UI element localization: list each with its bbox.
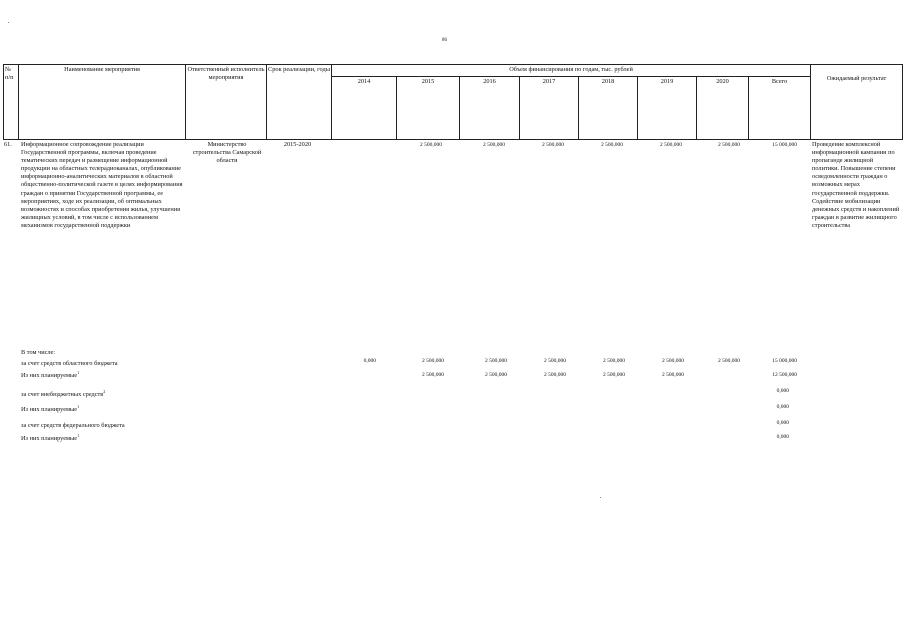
breakdown-value: 2 500,000 bbox=[662, 372, 684, 378]
breakdown-value: 0,000 bbox=[363, 358, 376, 364]
row-value-2015: 2 500,000 bbox=[420, 142, 442, 148]
breakdown-row-label: Из них планируемые$^1$ bbox=[21, 404, 80, 414]
breakdown-value-total: 0,000 bbox=[776, 404, 789, 410]
header-year: 2015 bbox=[397, 77, 460, 140]
scan-speck bbox=[600, 497, 601, 498]
row-number: 61. bbox=[4, 141, 12, 148]
breakdown-row-label: за счет средств федерального бюджета bbox=[21, 422, 125, 430]
header-year: 2016 bbox=[460, 77, 520, 140]
breakdown-value: 2 500,000 bbox=[422, 358, 444, 364]
breakdown-value-total: 0,000 bbox=[776, 420, 789, 426]
header-year: 2018 bbox=[579, 77, 638, 140]
breakdown-row-label: Из них планируемые$^1$ bbox=[21, 433, 80, 443]
breakdown-row-label: за счет внебюджетных средств$^2$ bbox=[21, 389, 106, 399]
breakdown-value: 2 500,000 bbox=[485, 372, 507, 378]
breakdown-row-label: Из них планируемые$^1$ bbox=[21, 370, 80, 380]
header-year: 2020 bbox=[697, 77, 749, 140]
row-name: Информационное сопровождение реализации Государственной программы, включая проведение тематических передач и размещение информационной продукции на областных телерадиоканалах, опубликование информационно-аналитических материалов в областной общественно-политической газете в целях информирования граждан о принятии Государственной программы, ее мероприятиях, ходе их реализации, об оптимальных возможностях и способах приобретения жилья, улучшения жилищных условий, в том числе с использованием механизмов государственной поддержки bbox=[21, 141, 183, 229]
row-value-total: 15 000,000 bbox=[772, 142, 797, 148]
breakdown-value: 2 500,000 bbox=[718, 358, 740, 364]
header-executor: Ответственный исполнитель мероприятия bbox=[186, 65, 267, 140]
header-financing: Объем финансирования по годам, тыс. рублей bbox=[332, 65, 811, 77]
row-value-2020: 2 500,000 bbox=[718, 142, 740, 148]
header-term: Срок реализации, годы bbox=[267, 65, 332, 140]
row-value-2019: 2 500,000 bbox=[660, 142, 682, 148]
row-executor: Министерство строительства Самарской области bbox=[192, 141, 262, 165]
row-result: Проведение комплексной информационной кампании по пропаганде жилищной политики. Повышение степени осведомленности граждан о возможных мерах государственной поддержки. Содействие мобилизации денежных средств и накоплений граждан в развитие жилищного строительства bbox=[812, 141, 900, 229]
breakdown-value: 2 500,000 bbox=[544, 358, 566, 364]
breakdown-label: В том числе: bbox=[21, 349, 56, 356]
breakdown-row-label: за счет средств областного бюджета bbox=[21, 360, 118, 368]
header-result: Ожидаемый результат bbox=[811, 65, 903, 140]
header-year: 2017 bbox=[520, 77, 579, 140]
breakdown-value-total: 12 500,000 bbox=[772, 372, 797, 378]
financing-table-header bbox=[3, 64, 903, 140]
breakdown-value: 2 500,000 bbox=[422, 372, 444, 378]
scan-speck bbox=[8, 22, 9, 23]
page-number: 86 bbox=[442, 38, 447, 43]
breakdown-value-total: 0,000 bbox=[776, 434, 789, 440]
row-value-2016: 2 500,000 bbox=[483, 142, 505, 148]
breakdown-value: 2 500,000 bbox=[603, 358, 625, 364]
row-value-2017: 2 500,000 bbox=[542, 142, 564, 148]
row-term: 2015-2020 bbox=[283, 141, 312, 148]
breakdown-value: 2 500,000 bbox=[603, 372, 625, 378]
header-year-total: Всего bbox=[749, 77, 811, 140]
breakdown-value: 2 500,000 bbox=[662, 358, 684, 364]
header-year: 2014 bbox=[332, 77, 397, 140]
breakdown-value: 2 500,000 bbox=[544, 372, 566, 378]
header-num: № п/п bbox=[4, 65, 19, 140]
header-name: Наименование мероприятия bbox=[19, 65, 186, 140]
row-value-2018: 2 500,000 bbox=[601, 142, 623, 148]
breakdown-value-total: 15 000,000 bbox=[772, 358, 797, 364]
breakdown-value: 2 500,000 bbox=[485, 358, 507, 364]
header-year: 2019 bbox=[638, 77, 697, 140]
breakdown-value-total: 0,000 bbox=[776, 388, 789, 394]
